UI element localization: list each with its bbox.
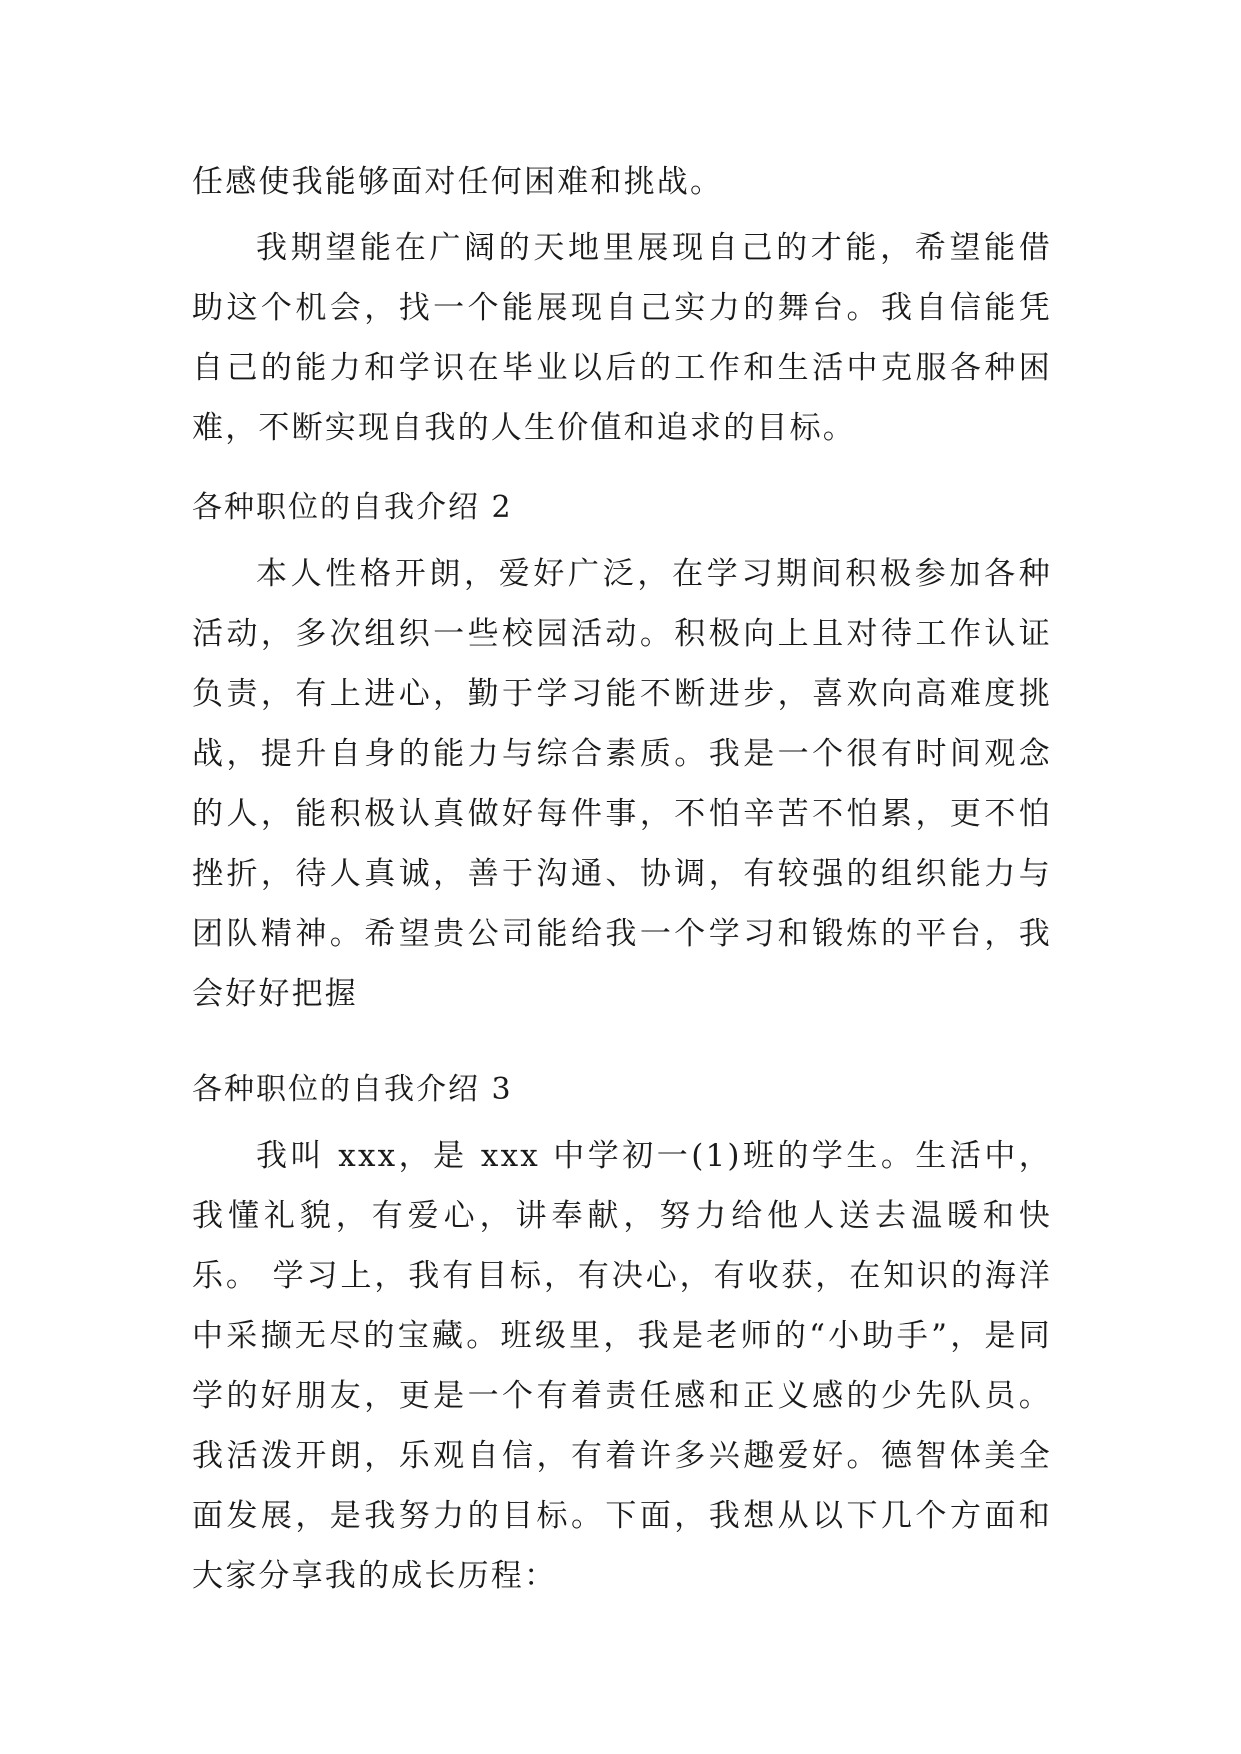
paragraph-self-intro-2: 本人性格开朗，爱好广泛，在学习期间积极参加各种活动，多次组织一些校园活动。积极向上且对待工作认证负责，有上进心，勤于学习能不断进步，喜欢向高难度挑战，提升自身的能力与综合素质。我是一个很有时间观念的人，能积极认真做好每件事，不怕辛苦不怕累，更不怕挫折，待人真诚，善于沟通、协调，有较强的组织能力与团队精神。希望贵公司能给我一个学习和锻炼的平台，我会好好把握: [192, 556, 1052, 1012]
section-heading-2: 各种职位的自我介绍 2: [192, 490, 513, 525]
paragraph-self-intro-3: 我叫 xxx，是 xxx 中学初一(1)班的学生。生活中，我懂礼貌，有爱心，讲奉献，努力给他人送去温暖和快乐。 学习上，我有目标，有决心，有收获，在知识的海洋中采撷无尽的宝藏。班级里，我是老师的“小助手”，是同学的好朋友，更是一个有着责任感和正义感的少先队员。我活泼开朗，乐观自信，有着许多兴趣爱好。德智体美全面发展，是我努力的目标。下面，我想从以下几个方面和大家分享我的成长历程：: [192, 1138, 1052, 1594]
paragraph-continuation: 任感使我能够面对任何困难和挑战。: [192, 164, 724, 200]
paragraph-aspiration: 我期望能在广阔的天地里展现自己的才能，希望能借助这个机会，找一个能展现自己实力的舞台。我自信能凭自己的能力和学识在毕业以后的工作和生活中克服各种困难，不断实现自我的人生价值和追求的目标。: [192, 230, 1052, 446]
section-heading-3: 各种职位的自我介绍 3: [192, 1072, 513, 1107]
